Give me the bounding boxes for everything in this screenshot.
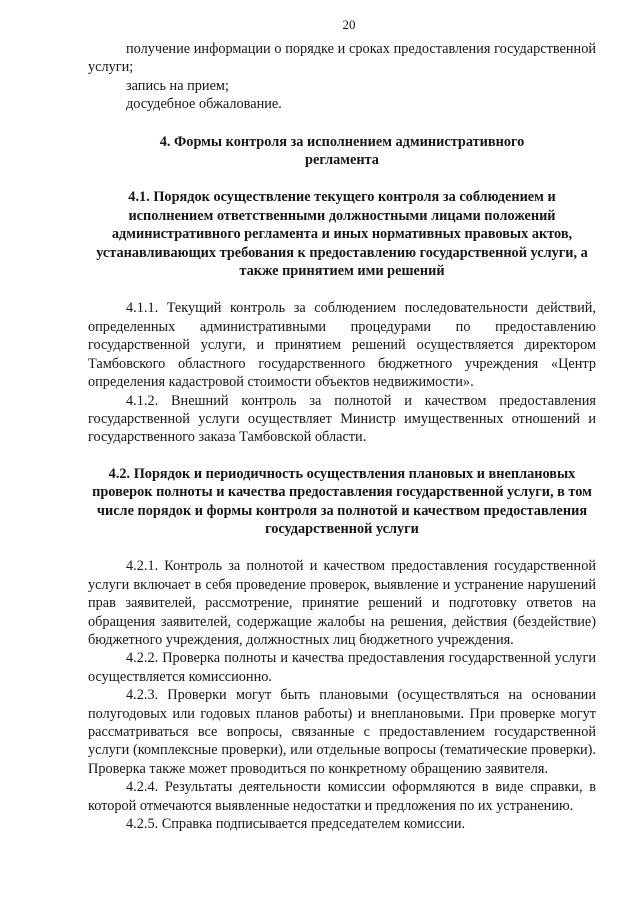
- section-4-title: 4. Формы контроля за исполнением административного регламента: [159, 133, 525, 169]
- paragraph-4-2-5: 4.2.5. Справка подписывается председателем комиссии.: [126, 816, 466, 833]
- section-4-1-title: 4.1. Порядок осуществление текущего контроля за соблюдением и исполнением ответственными должностными лицами положений административного регламента и иных нормативных правовых актов, устанавливающих требования к предоставлению государственной услуги, а также принятием ими решений: [96, 189, 588, 280]
- paragraph-4-2-1: 4.2.1. Контроль за полнотой и качеством предоставления государственной услуги включает в себя проведение проверок, выявление и устранение нарушений прав заявителей, рассмотрение, принятие решений и подготовку ответов на обращения заявителей, содержащие жалобы на решения, действия (бездействие) бюджетного учреждения, должностных лиц бюджетного учреждения.: [88, 558, 596, 648]
- paragraph-4-2-3: 4.2.3. Проверки могут быть плановыми (осуществляться на основании полугодовых или годовых планов работы) и внеплановыми. При проверке могут рассматриваться все вопросы, связанные с предоставлением государственной услуги (комплексные проверки), или отдельные вопросы (тематические проверки). Проверка также может проводиться по конкретному обращению заявителя.: [88, 687, 596, 777]
- paragraph-4-2-4: 4.2.4. Результаты деятельности комиссии оформляются в виде справки, в которой отмечаются выявленные недостатки и предложения по их устранению.: [88, 779, 596, 814]
- paragraph-4-1-1: 4.1.1. Текущий контроль за соблюдением последовательности действий, определенных административными процедурами по предоставлению государственной услуги, и принятием решений осуществляется директором Тамбовского областного государственного бюджетного учреждения «Центр определения кадастровой стоимости объектов недвижимости».: [88, 300, 596, 391]
- section-4-2-title: 4.2. Порядок и периодичность осуществления плановых и внеплановых проверок полноты и качества предоставления государственной услуги, в том числе порядок и формы контроля за полнотой и качеством предоставления государственной услуги: [92, 465, 592, 537]
- paragraph-4-2-2: 4.2.2. Проверка полноты и качества предоставления государственной услуги осуществляется комиссионно.: [88, 650, 596, 685]
- paragraph-4-1-2: 4.1.2. Внешний контроль за полнотой и качеством предоставления государственной услуги осуществляет Министр имущественных отношений и государственного заказа Тамбовской области.: [88, 392, 596, 446]
- page-number: 20: [342, 17, 356, 32]
- intro-line-appointment: запись на прием;: [126, 77, 229, 94]
- intro-line-info: получение информации о порядке и сроках предоставления государственной услуги;: [88, 41, 596, 76]
- intro-line-appeal: досудебное обжалование.: [126, 96, 282, 113]
